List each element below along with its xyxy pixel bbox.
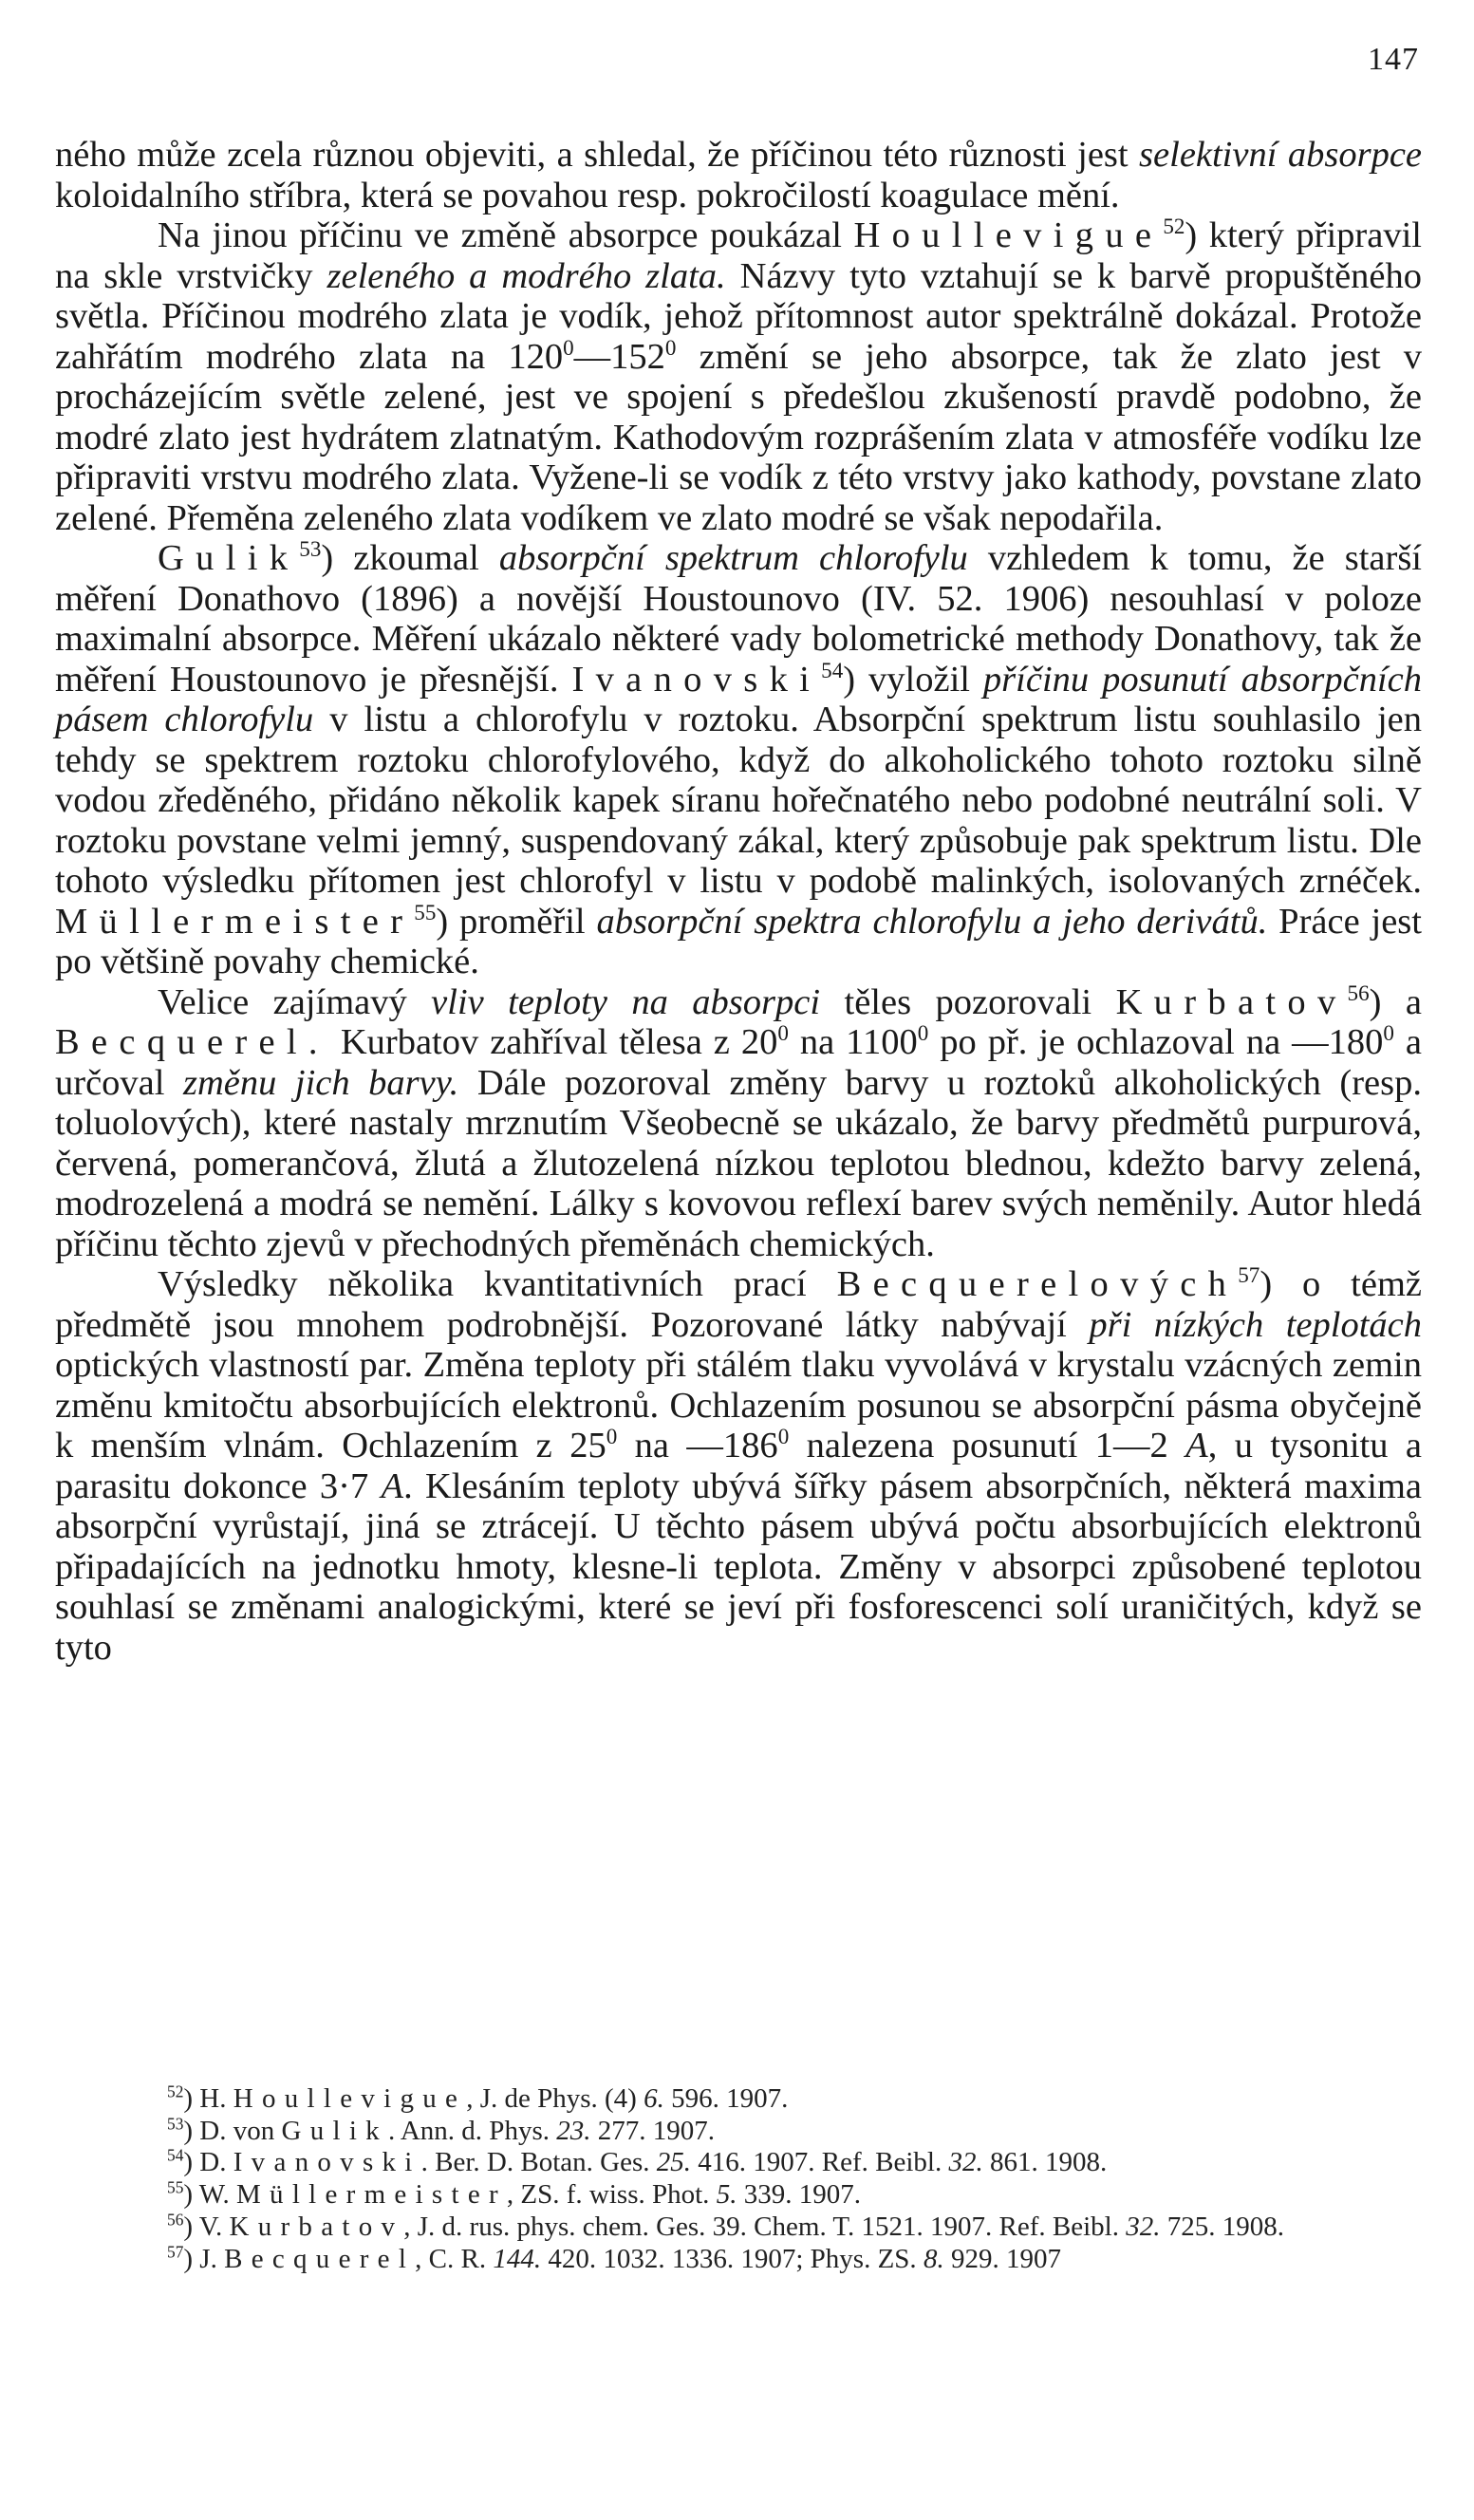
emphasis: zeleného a modrého zlata. bbox=[327, 255, 726, 296]
page-number: 147 bbox=[1368, 42, 1419, 77]
author-name: Kurbatov bbox=[1115, 981, 1348, 1022]
emphasis: změnu jich barvy. bbox=[182, 1062, 459, 1103]
paragraph-5: Výsledky několika kvantitativních prací Becquerelových$^{57}$) o témž předmětě jsou mnohem podrobnější. Pozorované látky nabývají při nízkých teplotách optických vlastností par. Změna teploty při stálém tlaku vyvolává v krystalu vzácných zemin změnu kmitočtu absorbujících elektronů. Ochlazením posunou se absorpční pásma obyčejně k menším vlnám. Ochlazením z $25^0$ na $—186^0$ nalezena posunutí 1—2 A, u tysonitu a parasitu dokonce 3·7 A. Klesáním teploty ubývá šířky pásem absorpčních, některá maxima absorpční vyrůstají, jiná se ztrácejí. U těchto pásem ubývá počtu absorbujících elektronů připadajících na jednotku hmoty, klesne-li teplota. Změny v absorpci způsobené teplotou souhlasí se změnami analogickými, které se jeví při fosforescenci solí uraničitých, když se tyto bbox=[55, 1262, 1423, 1668]
emphasis: absorpční spektrum chlorofylu bbox=[498, 538, 968, 578]
footnote-56: $^{56}$) V. Kurbatov, J. d. rus. phys. chem. Ges. 39. Chem. T. 1521. 1907. Ref. Beibl. 32. 725. 1908. bbox=[167, 2210, 1284, 2242]
body-text bbox=[55, 135, 1422, 1668]
author-name: Becquerel. bbox=[55, 1022, 329, 1062]
footnote-ref: 55 bbox=[414, 899, 437, 924]
paragraph-3: Gulik$^{53}$) zkoumal absorpční spektrum chlorofylu vzhledem k tomu, že starší měření Donathovo (1896) a novější Houstounovo (IV. 52. 1906) nesouhlasí v poloze maximalní absorpce. Měření ukázalo některé vady bolometrické methody Donathovy, tak že měření Houstounovo je přesnější. Ivanovski$^{54}$) vyložil příčinu posunutí absorpčních pásem chlorofylu v listu a chlorofylu v roztoku. Absorpční spektrum listu souhlasilo jen tehdy se spektrem roztoku chlorofylového, když do alkoholického tohoto roztoku silně vodou zředěného, přidáno několik kapek síranu hořečnatého nebo podobné neutrální soli. V roztoku povstane velmi jemný, suspendovaný zákal, který způsobuje pak spektrum listu. Dle tohoto výsledku přítomen jest chlorofyl v listu v podobě malinkých, isolovaných zrnéček. Müllermeister$^{55}$) proměřil absorpční spektra chlorofylu a jeho derivátů. Práce jest po většině povahy chemické. bbox=[55, 536, 1423, 981]
footnote-55: $^{55}$) W. Müllermeister, ZS. f. wiss. Phot. 5. 339. 1907. bbox=[167, 2177, 861, 2211]
footnotes bbox=[55, 2083, 1422, 2275]
footnote-53: $^{53}$) D. von Gulik. Ann. d. Phys. 23. 277. 1907. bbox=[167, 2114, 715, 2146]
emphasis: selektivní absorpce bbox=[1139, 135, 1422, 175]
footnote-52: $^{52}$) H. Houllevigue, J. de Phys. (4) 6. 596. 1907. bbox=[167, 2081, 789, 2114]
footnote-ref: 56 bbox=[1347, 980, 1370, 1005]
emphasis: absorpční spektra chlorofylu a jeho derivátů. bbox=[596, 901, 1268, 942]
paragraph-4: Velice zajímavý vliv teploty na absorpci těles pozorovali Kurbatov$^{56}$) a Becquerel. Kurbatov zahříval tělesa z $20^0$ na 1100$^0$ po př. je ochlazoval na $—180^0$ a určoval změnu jich barvy. Dále pozoroval změny barvy u roztoků alkoholických (resp. toluolových), které nastaly mrznutím Všeobecně se ukázalo, že barvy předmětů purpurová, červená, pomerančová, žlutá a žlutozelená nízkou teplotou blednou, kdežto barvy zelená, modrozelená a modrá se nemění. Lálky s kovovou reflexí barev svých neměnily. Autor hledá příčinu těchto zjevů v přechodných přeměnách chemických. bbox=[55, 980, 1422, 1264]
emphasis: při nízkých teplotách bbox=[1089, 1304, 1422, 1345]
footnote-54: $^{54}$) D. Ivanovski. Ber. D. Botan. Ges. 25. 416. 1907. Ref. Beibl. 32. 861. 1908. bbox=[167, 2145, 1108, 2178]
author-name: Houllevigue bbox=[853, 215, 1164, 255]
emphasis: příčinu posunutí absorpčních pásem chlorofylu bbox=[55, 659, 1423, 739]
emphasis: vliv teploty na absorpci bbox=[431, 981, 821, 1022]
author-name: Ivanovski bbox=[571, 659, 822, 700]
author-name: Gulik bbox=[158, 538, 300, 578]
paragraph-1: ného může zcela různou objeviti, a shledal, že příčinou této různosti jest selektivní absorpce koloidalního stříbra, která se povahou resp. pokročilostí koagulace mění. bbox=[55, 135, 1422, 215]
author-name: Becquerelových bbox=[836, 1264, 1239, 1304]
paragraph-2: Na jinou příčinu ve změně absorpce poukázal Houllevigue$^{52}$) který připravil na skle vrstvičky zeleného a modrého zlata. Názvy tyto vztahují se k barvě propuštěného světla. Příčinou modrého zlata je vodík, jehož přítomnost autor spektrálně dokázal. Protože zahřátím modrého zlata na $120^0—152^0$ změní se jeho absorpce, tak že zlato jest v procházejícím světle zelené, jest ve spojení s předešlou zkušeností pravdě podobno, že modré zlato jest hydrátem zlatnatým. Kathodovým rozprášením zlata v atmosféře vodíku lze připraviti vrstvu modrého zlata. Vyžene-li se vodík z této vrstvy jako kathody, povstane zlato zelené. Přeměna zeleného zlata vodíkem ve zlato modré se však nepodařila. bbox=[55, 214, 1422, 538]
author-name: Müllermeister bbox=[55, 901, 415, 942]
footnote-ref: 54 bbox=[821, 657, 844, 682]
footnote-ref: 57 bbox=[1238, 1262, 1260, 1288]
footnote-ref: 53 bbox=[299, 536, 322, 562]
footnote-ref: 52 bbox=[1163, 214, 1185, 239]
footnote-57: $^{57}$) J. Becquerel, C. R. 144. 420. 1032. 1336. 1907; Phys. ZS. 8. 929. 1907 bbox=[167, 2241, 1061, 2274]
